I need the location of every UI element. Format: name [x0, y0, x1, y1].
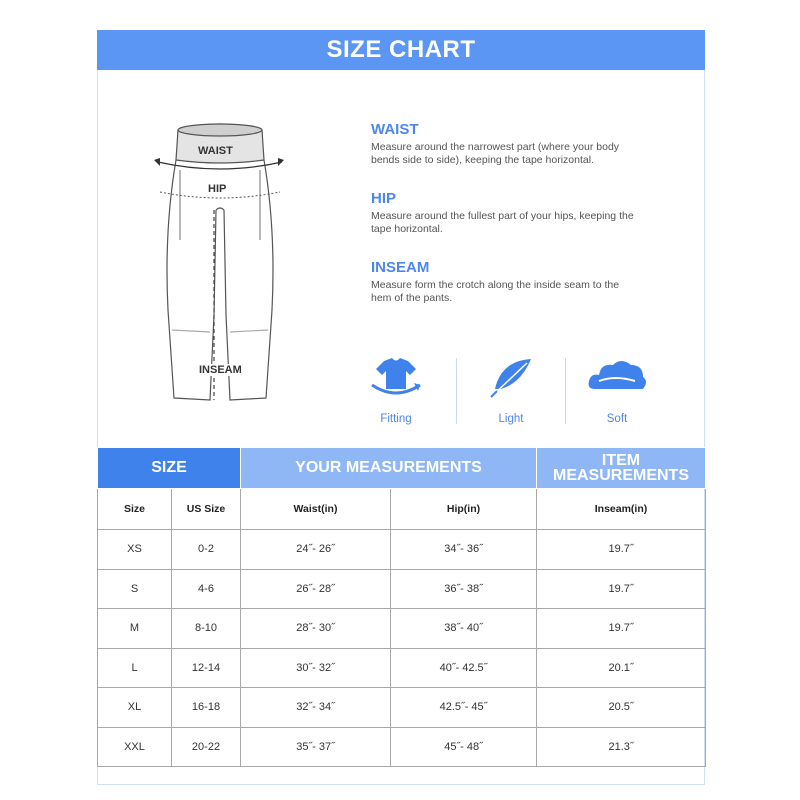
table-cell: 8-10 — [172, 609, 241, 649]
table-row — [98, 530, 706, 570]
table-cell: 45˝- 48˝ — [391, 727, 537, 767]
feather-icon — [481, 355, 541, 400]
your-measurements-header: YOUR MEASUREMENTS — [241, 448, 537, 489]
feature-soft-label: Soft — [606, 413, 628, 425]
feature-fitting-label: Fitting — [380, 413, 412, 425]
table-cell: 4-6 — [172, 569, 241, 609]
table-cell: 24˝- 26˝ — [241, 530, 391, 570]
table-cell: 38˝- 40˝ — [391, 609, 537, 649]
column-header: US Size — [172, 489, 241, 530]
table-cell: 26˝- 28˝ — [241, 569, 391, 609]
table-cell: 20.5˝ — [537, 688, 706, 728]
table-cell: M — [98, 609, 172, 649]
inseam-text: Measure form the crotch along the inside seam to the hem of the pants. — [371, 279, 620, 304]
feature-divider — [565, 358, 566, 424]
table-cell: 19.7˝ — [537, 569, 706, 609]
inseam-description — [371, 259, 641, 305]
table-cell: 20.1˝ — [537, 648, 706, 688]
table-cell: S — [98, 569, 172, 609]
table-group-header — [98, 448, 706, 489]
table-cell: L — [98, 648, 172, 688]
table-column-header — [98, 489, 706, 530]
inseam-heading: INSEAM — [371, 259, 430, 276]
table-cell: 42.5˝- 45˝ — [391, 688, 537, 728]
table-row — [98, 648, 706, 688]
waist-description — [371, 121, 641, 167]
table-cell: 34˝- 36˝ — [391, 530, 537, 570]
feature-fitting — [346, 355, 446, 425]
waist-text: Measure around the narrowest part (where your body bends side to side), keeping the tape horizontal. — [371, 141, 620, 166]
table-cell: 40˝- 42.5˝ — [391, 648, 537, 688]
table-cell: 19.7˝ — [537, 530, 706, 570]
table-cell: 19.7˝ — [537, 609, 706, 649]
table-cell: 36˝- 38˝ — [391, 569, 537, 609]
hip-description — [371, 190, 641, 236]
item-measurements-header: ITEM MEASUREMENTS — [537, 448, 706, 489]
size-group-header: SIZE — [98, 448, 241, 489]
feature-divider — [456, 358, 457, 424]
table-cell: 0-2 — [172, 530, 241, 570]
table-cell: 16-18 — [172, 688, 241, 728]
table-cell: 28˝- 30˝ — [241, 609, 391, 649]
table-row — [98, 727, 706, 767]
page-title: SIZE CHART — [97, 30, 705, 70]
size-table — [97, 447, 706, 767]
column-header: Hip(in) — [391, 489, 537, 530]
cloud-icon — [585, 355, 649, 400]
table-cell: 30˝- 32˝ — [241, 648, 391, 688]
table-row — [98, 569, 706, 609]
hip-label: HIP — [208, 183, 227, 195]
feature-light-label: Light — [498, 413, 524, 425]
table-cell: XXL — [98, 727, 172, 767]
table-cell: 20-22 — [172, 727, 241, 767]
feature-light — [461, 355, 561, 425]
table-cell: 35˝- 37˝ — [241, 727, 391, 767]
column-header: Waist(in) — [241, 489, 391, 530]
table-row — [98, 609, 706, 649]
waist-heading: WAIST — [371, 121, 419, 138]
hip-text: Measure around the fullest part of your hips, keeping the tape horizontal. — [371, 210, 634, 235]
table-cell: 12-14 — [172, 648, 241, 688]
feature-soft — [567, 355, 667, 425]
table-cell: XS — [98, 530, 172, 570]
table-row — [98, 688, 706, 728]
column-header: Inseam(in) — [537, 489, 706, 530]
table-cell: XL — [98, 688, 172, 728]
waist-label: WAIST — [198, 145, 233, 157]
table-cell: 21.3˝ — [537, 727, 706, 767]
table-cell: 32˝- 34˝ — [241, 688, 391, 728]
shirt-icon — [366, 355, 426, 400]
column-header: Size — [98, 489, 172, 530]
inseam-label: INSEAM — [199, 364, 242, 376]
hip-heading: HIP — [371, 190, 397, 207]
